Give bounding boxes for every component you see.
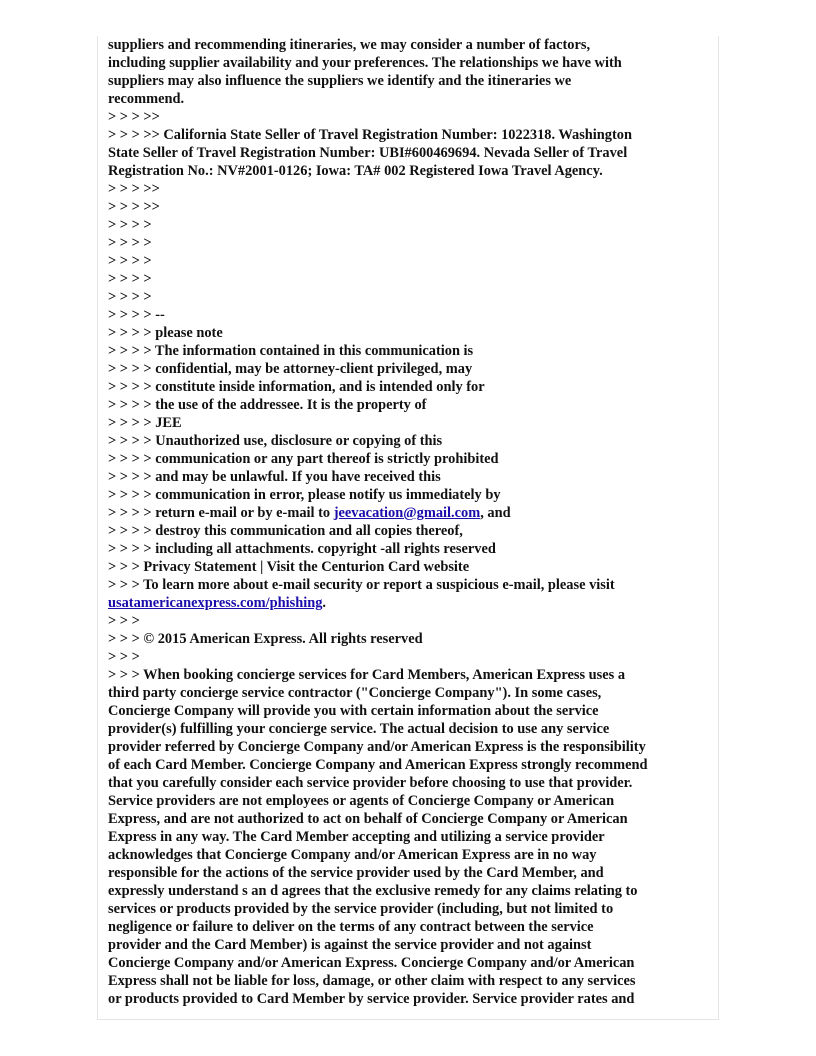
text-line: that you carefully consider each service provider before choosing to use that provider.	[108, 775, 633, 791]
text-line: > > > > constitute inside information, and is intended only for	[108, 379, 485, 395]
email-contact-line	[108, 504, 712, 522]
text-line: > > >	[108, 649, 140, 665]
text-line: Express, and are not authorized to act on behalf of Concierge Company or American	[108, 811, 628, 827]
text-line: > > > © 2015 American Express. All rights reserved	[108, 631, 423, 647]
text-line: provider and the Card Member) is against the service provider and not against	[108, 937, 592, 953]
text-line: Express in any way. The Card Member accepting and utilizing a service provider	[108, 829, 605, 845]
text-line: suppliers may also influence the suppliers we identify and the itineraries we	[108, 73, 572, 89]
email-line-prefix: > > > > return e-mail or by e-mail to	[108, 505, 334, 521]
text-line: > > > > JEE	[108, 415, 182, 431]
text-line: > > > > destroy this communication and all copies thereof,	[108, 523, 463, 539]
text-line: provider referred by Concierge Company and/or American Express is the responsibility	[108, 739, 646, 755]
text-line: or products provided to Card Member by service provider. Service provider rates and	[108, 991, 635, 1007]
text-line: including supplier availability and your preferences. The relationships we have with	[108, 55, 622, 71]
text-line: Concierge Company and/or American Express. Concierge Company and/or American	[108, 955, 635, 971]
text-line: > > > >	[108, 235, 152, 251]
text-line: > > > >	[108, 271, 152, 287]
text-line: > > > > please note	[108, 325, 223, 341]
phishing-link[interactable]: usatamericanexpress.com/phishing	[108, 595, 323, 611]
text-line: Service providers are not employees or agents of Concierge Company or American	[108, 793, 615, 809]
text-line: > > > > The information contained in this communication is	[108, 343, 474, 359]
email-text-mid	[108, 522, 712, 594]
text-line: > > > >	[108, 217, 152, 233]
text-line: recommend.	[108, 91, 185, 107]
phishing-link-line	[108, 594, 712, 612]
text-line: > > > >>	[108, 109, 160, 125]
text-line: third party concierge service contractor ("Concierge Company"). In some cases,	[108, 685, 602, 701]
text-line: > > > > and may be unlawful. If you have received this	[108, 469, 441, 485]
phishing-line-suffix: .	[322, 595, 327, 611]
text-line: > > > > communication or any part thereof is strictly prohibited	[108, 451, 499, 467]
text-line: suppliers and recommending itineraries, we may consider a number of factors,	[108, 37, 591, 53]
text-line: > > > > communication in error, please notify us immediately by	[108, 487, 501, 503]
email-body	[108, 36, 712, 1008]
text-line: > > > Privacy Statement | Visit the Centurion Card website	[108, 559, 470, 575]
text-line: Concierge Company will provide you with certain information about the service	[108, 703, 599, 719]
text-line: Registration No.: NV#2001-0126; Iowa: TA# 002 Registered Iowa Travel Agency.	[108, 163, 603, 179]
text-line: acknowledges that Concierge Company and/or American Express are in no way	[108, 847, 597, 863]
text-line: > > > > the use of the addressee. It is the property of	[108, 397, 427, 413]
text-line: of each Card Member. Concierge Company and American Express strongly recommend	[108, 757, 648, 773]
text-line: State Seller of Travel Registration Number: UBI#600469694. Nevada Seller of Travel	[108, 145, 628, 161]
text-line: > > > > --	[108, 307, 165, 323]
text-line: > > > >> California State Seller of Travel Registration Number: 1022318. Washington	[108, 127, 632, 143]
text-line: > > > > confidential, may be attorney-client privileged, may	[108, 361, 473, 377]
email-text-disclaimer	[108, 612, 712, 1008]
text-line: > > >	[108, 613, 140, 629]
text-line: expressly understand s an d agrees that the exclusive remedy for any claims relating to	[108, 883, 638, 899]
text-line: > > > To learn more about e-mail security or report a suspicious e-mail, please visit	[108, 577, 615, 593]
text-line: > > > >	[108, 253, 152, 269]
text-line: > > > > Unauthorized use, disclosure or copying of this	[108, 433, 443, 449]
text-line: > > > >>	[108, 181, 160, 197]
text-line: services or products provided by the service provider (including, but not limited to	[108, 901, 614, 917]
email-text-top	[108, 36, 712, 504]
text-line: > > > When booking concierge services for Card Members, American Express uses a	[108, 667, 626, 683]
email-link[interactable]: jeevacation@gmail.com	[333, 505, 481, 521]
email-line-suffix: , and	[480, 505, 511, 521]
text-line: provider(s) fulfilling your concierge service. The actual decision to use any service	[108, 721, 610, 737]
text-line: negligence or failure to deliver on the terms of any contract between the service	[108, 919, 594, 935]
text-line: > > > > including all attachments. copyright -all rights reserved	[108, 541, 496, 557]
text-line: Express shall not be liable for loss, damage, or other claim with respect to any services	[108, 973, 636, 989]
text-line: responsible for the actions of the service provider used by the Card Member, and	[108, 865, 604, 881]
text-line: > > > >	[108, 289, 152, 305]
text-line: > > > >>	[108, 199, 160, 215]
